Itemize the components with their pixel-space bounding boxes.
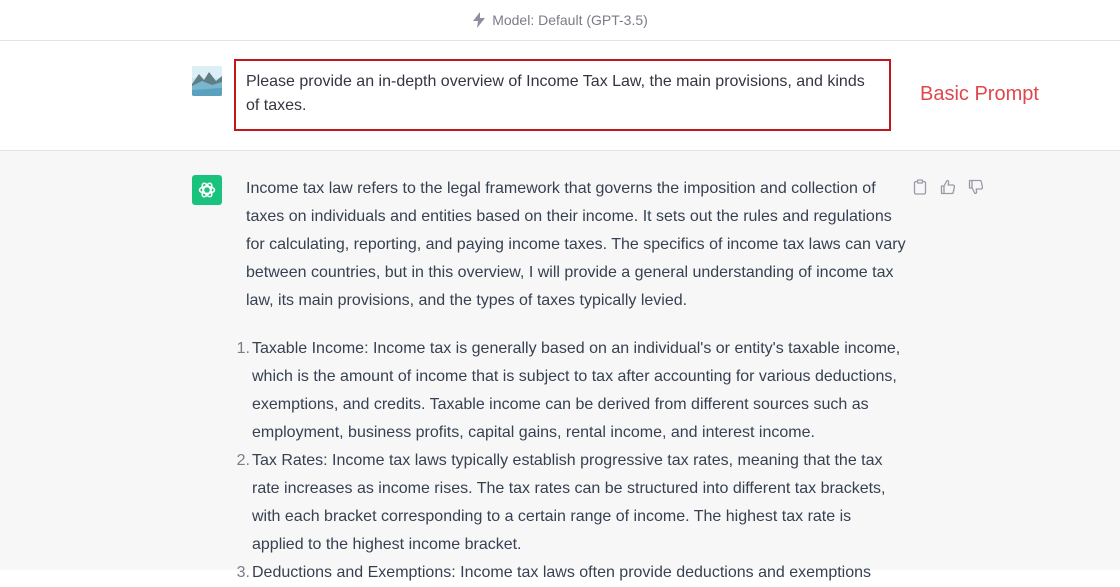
chatgpt-avatar: [192, 175, 222, 205]
message-actions: [910, 179, 985, 195]
copy-button[interactable]: [910, 179, 929, 195]
basic-prompt-annotation: Basic Prompt: [920, 83, 1039, 105]
list-item-text: Taxable Income: Income tax is generally based on an individual's or entity's taxable income, which is the amount of income that is subject to tax after accounting for various deductions, exemptions, and credits. Taxable income can be derived from different sources such as employment, business profits, capital gains, rental income, and interest income.: [252, 340, 901, 441]
prompt-highlight-box: [234, 59, 891, 131]
list-item-number: 2.: [236, 452, 250, 469]
user-message: [0, 41, 1120, 151]
list-item-number: 1.: [236, 340, 250, 357]
thumbs-down-button[interactable]: [966, 179, 985, 195]
thumbs-up-icon: [940, 179, 956, 195]
assistant-response: [236, 175, 906, 587]
list-item-text: Deductions and Exemptions: Income tax laws often provide deductions and exemptions: [252, 564, 872, 581]
assistant-message: [0, 151, 1120, 581]
list-item: [236, 559, 906, 587]
top-bar: [0, 0, 1120, 41]
thumbs-down-icon: [968, 179, 984, 195]
clipboard-icon: [913, 179, 927, 195]
user-prompt-text: Please provide an in-depth overview of Income Tax Law, the main provisions, and kinds of taxes.: [246, 73, 865, 114]
chatgpt-logo-icon: [197, 180, 217, 200]
list-item-number: 3.: [236, 564, 250, 581]
model-label: Model: Default (GPT-3.5): [492, 12, 648, 28]
response-list: [236, 335, 906, 587]
bolt-icon: [472, 12, 486, 28]
thumbs-up-button[interactable]: [938, 179, 957, 195]
list-item: [236, 335, 906, 447]
list-item-text: Tax Rates: Income tax laws typically establish progressive tax rates, meaning that the tax rate increases as income rises. The tax rates can be structured into different tax brackets, with each bracket corresponding to a certain range of income. The highest tax rate is applied to the highest income bracket.: [252, 452, 886, 553]
response-intro: Income tax law refers to the legal framework that governs the imposition and collection of taxes on individuals and entities based on their income. It sets out the rules and regulations for calculating, reporting, and paying income taxes. The specifics of income tax laws can vary between countries, but in this overview, I will provide a general understanding of income tax law, its main provisions, and the types of taxes typically levied.: [246, 180, 906, 309]
model-indicator[interactable]: [472, 12, 648, 28]
list-item: [236, 447, 906, 559]
landscape-avatar-icon: [192, 66, 222, 96]
user-avatar: [192, 66, 222, 96]
